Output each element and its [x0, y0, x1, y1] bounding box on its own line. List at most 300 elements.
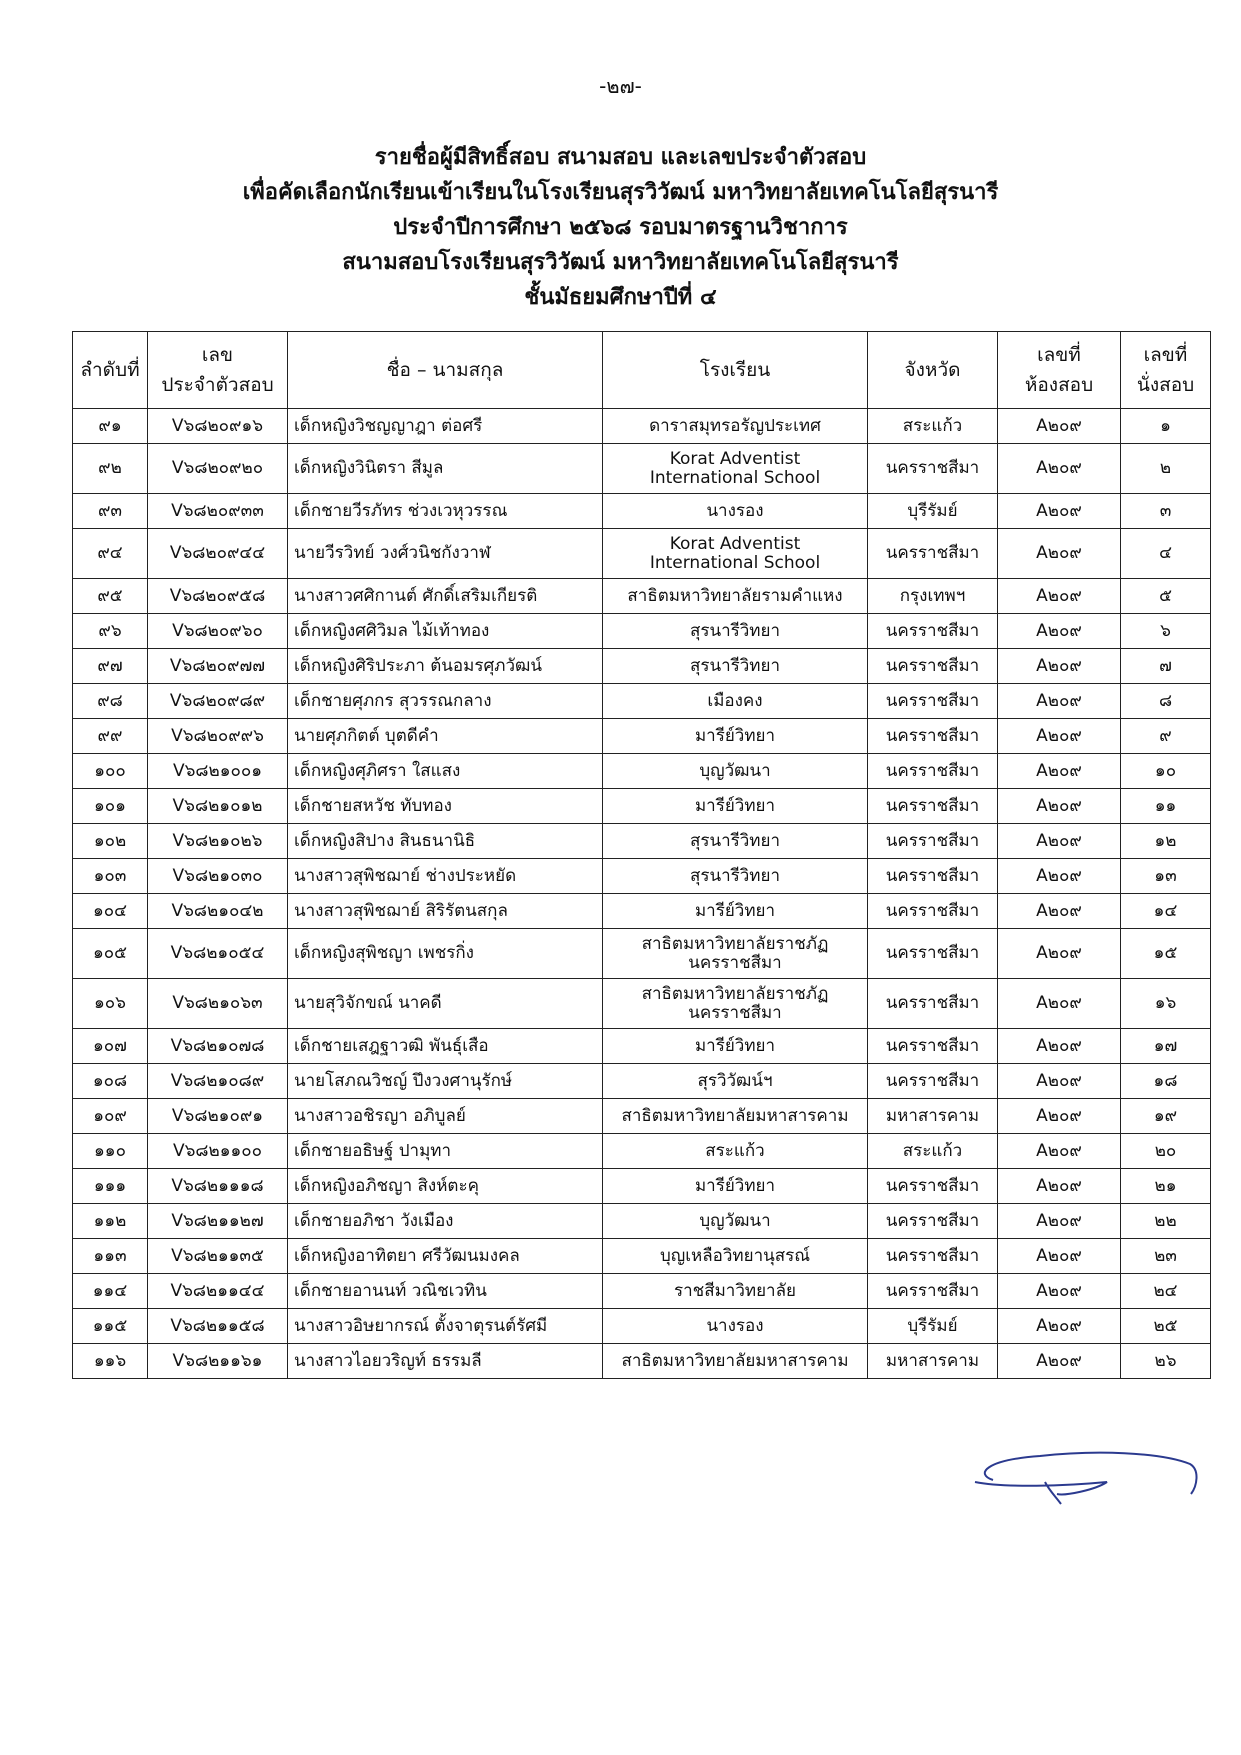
cell-no-text: ๙๙ — [97, 725, 123, 746]
cell-exam-id — [148, 579, 288, 614]
cell-room — [998, 494, 1121, 529]
cell-name — [288, 1169, 603, 1204]
cell-room-text: A๒๐๙ — [1036, 655, 1082, 676]
cell-room-text: A๒๐๙ — [1036, 1105, 1082, 1126]
cell-name — [288, 1064, 603, 1099]
cell-seat — [1121, 894, 1211, 929]
cell-room — [998, 1239, 1121, 1274]
cell-no-text: ๙๗ — [97, 655, 123, 676]
document-titles — [0, 140, 1241, 315]
cell-exam-id-text: V๖๘๒๐๙๑๖ — [171, 415, 264, 436]
cell-no — [73, 979, 148, 1029]
cell-seat — [1121, 824, 1211, 859]
cell-school-text: สุรนารีวิทยา — [689, 655, 781, 676]
cell-seat-text: ๒๕ — [1153, 1315, 1178, 1336]
cell-name-text: นายโสภณวิชญ์ ปึงวงศานุรักษ์ — [294, 1070, 513, 1091]
header-room-line2: ห้องสอบ — [1024, 374, 1094, 396]
cell-seat-text: ๑๑ — [1154, 795, 1177, 816]
table-row — [73, 894, 1211, 929]
cell-exam-id — [148, 494, 288, 529]
cell-no-text: ๙๑ — [98, 415, 122, 436]
cell-exam-id — [148, 719, 288, 754]
cell-school — [603, 859, 868, 894]
cell-exam-id-text: V๖๘๒๐๙๙๖ — [171, 725, 264, 746]
cell-school-text: ดาราสมุทรอรัญประเทศ — [649, 415, 821, 436]
cell-name-text: เด็กหญิงศศิวิมล ไม้เท้าทอง — [294, 620, 490, 641]
cell-province — [868, 1099, 998, 1134]
cell-school — [603, 1309, 868, 1344]
table-row — [73, 1204, 1211, 1239]
cell-seat — [1121, 1309, 1211, 1344]
table-row — [73, 789, 1211, 824]
cell-seat-text: ๑๗ — [1153, 1035, 1178, 1056]
cell-name-text: เด็กชายสหวัช ทับทอง — [294, 795, 452, 816]
cell-no-text: ๙๔ — [97, 543, 123, 563]
cell-exam-id — [148, 614, 288, 649]
cell-name-text: เด็กชายเสฎฐาวฒิ พันธุ์เสือ — [294, 1035, 489, 1056]
cell-province — [868, 929, 998, 979]
cell-exam-id — [148, 684, 288, 719]
cell-no — [73, 1169, 148, 1204]
cell-exam-id-text: V๖๘๒๐๙๘๙ — [169, 690, 266, 711]
cell-name — [288, 979, 603, 1029]
cell-exam-id — [148, 754, 288, 789]
cell-school-text: สาธิตมหาวิทยาลัยมหาสารคาม — [621, 1105, 849, 1126]
cell-province-text: นครราชสีมา — [885, 690, 980, 711]
cell-province — [868, 649, 998, 684]
cell-seat-text: ๒๒ — [1154, 1210, 1177, 1231]
cell-school-text-line2: International School — [649, 467, 821, 488]
cell-no-text: ๑๐๒ — [93, 830, 127, 851]
cell-name-text: เด็กหญิงอาทิตยา ศรีวัฒนมงคล — [294, 1245, 520, 1266]
cell-exam-id — [148, 859, 288, 894]
cell-seat-text: ๒๓ — [1154, 1245, 1177, 1266]
cell-school-text: สาธิตมหาวิทยาลัยราชภัฏ — [641, 983, 829, 1004]
cell-province — [868, 684, 998, 719]
cell-exam-id-text: V๖๘๒๐๙๕๘ — [169, 585, 266, 606]
cell-name — [288, 529, 603, 579]
cell-exam-id-text: V๖๘๒๑๑๔๔ — [170, 1280, 265, 1301]
cell-name — [288, 444, 603, 494]
cell-room-text: A๒๐๙ — [1036, 585, 1082, 606]
cell-room — [998, 1099, 1121, 1134]
cell-seat-text: ๘ — [1158, 690, 1173, 711]
cell-name-text: เด็กชายศุภกร สุวรรณกลาง — [294, 690, 492, 711]
cell-no — [73, 1274, 148, 1309]
cell-name — [288, 789, 603, 824]
cell-exam-id — [148, 1204, 288, 1239]
header-room-line1: เลขที่ — [1037, 344, 1081, 366]
cell-province — [868, 754, 998, 789]
cell-province — [868, 1134, 998, 1169]
cell-seat — [1121, 1099, 1211, 1134]
cell-school — [603, 1029, 868, 1064]
cell-province-text: นครราชสีมา — [885, 1035, 980, 1056]
cell-province-text: กรุงเทพฯ — [899, 585, 966, 606]
cell-no-text: ๑๑๔ — [92, 1280, 128, 1301]
cell-no-text: ๑๐๑ — [94, 795, 126, 816]
cell-seat-text: ๗ — [1159, 655, 1172, 676]
header-seat-line2: นั่งสอบ — [1136, 374, 1195, 396]
cell-exam-id — [148, 1064, 288, 1099]
cell-name — [288, 1274, 603, 1309]
cell-room — [998, 614, 1121, 649]
cell-school-text: บุญวัฒนา — [699, 1210, 771, 1231]
cell-room — [998, 894, 1121, 929]
cell-room-text: A๒๐๙ — [1036, 1035, 1082, 1056]
cell-exam-id — [148, 444, 288, 494]
title-line: ประจำปีการศึกษา ๒๕๖๘ รอบมาตรฐานวิชาการ — [393, 215, 848, 240]
cell-room-text: A๒๐๙ — [1036, 543, 1082, 563]
cell-no — [73, 859, 148, 894]
cell-province-text: นครราชสีมา — [885, 830, 980, 851]
cell-exam-id — [148, 979, 288, 1029]
cell-room — [998, 1274, 1121, 1309]
cell-name-text: เด็กหญิงวินิตรา สีมูล — [294, 458, 444, 478]
cell-province — [868, 409, 998, 444]
cell-school — [603, 579, 868, 614]
table-header-row — [73, 332, 1211, 409]
cell-province — [868, 859, 998, 894]
cell-name-text: นายวีรวิทย์ วงศ์วนิชกังวาฬ — [294, 543, 491, 563]
cell-room-text: A๒๐๙ — [1036, 500, 1082, 521]
cell-no — [73, 754, 148, 789]
cell-room — [998, 1134, 1121, 1169]
cell-name-text: นางสาวสุพิชฌาย์ ช่างประหยัด — [294, 865, 517, 886]
cell-seat — [1121, 1064, 1211, 1099]
cell-school — [603, 754, 868, 789]
cell-school-text: สุรวิวัฒน์ฯ — [697, 1070, 773, 1091]
cell-no — [73, 894, 148, 929]
cell-no — [73, 444, 148, 494]
cell-name-text: นายสุวิจักขณ์ นาคดี — [294, 993, 442, 1013]
cell-province — [868, 789, 998, 824]
cell-no — [73, 529, 148, 579]
cell-no-text: ๑๐๘ — [92, 1070, 128, 1091]
cell-province — [868, 824, 998, 859]
cell-no — [73, 1064, 148, 1099]
cell-seat-text: ๒ — [1159, 458, 1172, 478]
cell-exam-id-text: V๖๘๒๑๐๓๐ — [172, 865, 263, 886]
table-row — [73, 979, 1211, 1029]
cell-province-text: นครราชสีมา — [885, 1280, 980, 1301]
cell-school — [603, 614, 868, 649]
cell-seat-text: ๑๙ — [1153, 1105, 1178, 1126]
title-line: ชั้นมัธยมศึกษาปีที่ ๔ — [524, 285, 717, 310]
cell-province-text: นครราชสีมา — [885, 900, 980, 921]
cell-exam-id — [148, 1029, 288, 1064]
cell-school-text: สาธิตมหาวิทยาลัยราชภัฏ — [641, 933, 829, 954]
cell-seat-text: ๙ — [1159, 725, 1172, 746]
cell-room-text: A๒๐๙ — [1036, 865, 1082, 886]
cell-exam-id-text: V๖๘๒๑๑๐๐ — [172, 1140, 263, 1161]
cell-province — [868, 719, 998, 754]
cell-no-text: ๑๑๑ — [93, 1175, 127, 1196]
table-row — [73, 1169, 1211, 1204]
cell-no-text: ๙๕ — [97, 585, 123, 606]
cell-school — [603, 1099, 868, 1134]
cell-school-text-line2: นครราชสีมา — [688, 1002, 782, 1023]
cell-no — [73, 614, 148, 649]
cell-no — [73, 649, 148, 684]
cell-seat — [1121, 754, 1211, 789]
cell-school — [603, 1204, 868, 1239]
cell-room — [998, 684, 1121, 719]
cell-seat-text: ๑๔ — [1153, 900, 1178, 921]
cell-school — [603, 789, 868, 824]
cell-school — [603, 1064, 868, 1099]
cell-room-text: A๒๐๙ — [1036, 1245, 1082, 1266]
cell-name — [288, 1344, 603, 1379]
cell-exam-id-text: V๖๘๒๑๐๑๒ — [172, 795, 263, 816]
cell-province-text: นครราชสีมา — [885, 993, 980, 1013]
header-exam-id-line1: เลข — [201, 344, 234, 366]
cell-no-text: ๙๘ — [97, 690, 123, 711]
cell-name-text: นางสาวอิษยากรณ์ ตั้งจาตุรนต์รัศมี — [294, 1315, 548, 1336]
table-row — [73, 824, 1211, 859]
table-row — [73, 529, 1211, 579]
cell-seat-text: ๑๒ — [1154, 830, 1177, 851]
cell-room — [998, 1029, 1121, 1064]
cell-seat-text: ๒๖ — [1154, 1350, 1177, 1371]
cell-seat-text: ๖ — [1160, 620, 1171, 641]
cell-school-text: นางรอง — [706, 1315, 764, 1336]
cell-seat — [1121, 684, 1211, 719]
cell-exam-id — [148, 649, 288, 684]
cell-exam-id — [148, 929, 288, 979]
cell-no — [73, 789, 148, 824]
table-row — [73, 1029, 1211, 1064]
cell-school-text: สุรนารีวิทยา — [689, 830, 781, 851]
header-province — [868, 332, 998, 409]
header-exam-id-line2: ประจำตัวสอบ — [161, 374, 274, 396]
cell-school — [603, 719, 868, 754]
cell-school — [603, 409, 868, 444]
cell-seat — [1121, 1029, 1211, 1064]
cell-exam-id — [148, 1309, 288, 1344]
cell-school — [603, 1274, 868, 1309]
cell-exam-id — [148, 1134, 288, 1169]
cell-seat — [1121, 1169, 1211, 1204]
cell-no — [73, 684, 148, 719]
cell-name — [288, 614, 603, 649]
header-no-label: ลำดับที่ — [80, 359, 140, 381]
cell-province — [868, 579, 998, 614]
cell-name — [288, 684, 603, 719]
cell-no — [73, 824, 148, 859]
cell-no-text: ๑๑๕ — [92, 1315, 128, 1336]
cell-seat-text: ๕ — [1159, 585, 1172, 606]
cell-no-text: ๑๐๖ — [94, 993, 126, 1013]
cell-province-text: นครราชสีมา — [885, 620, 980, 641]
cell-exam-id-text: V๖๘๒๐๙๖๐ — [172, 620, 263, 641]
cell-school-text: สุรนารีวิทยา — [689, 620, 781, 641]
cell-name — [288, 859, 603, 894]
cell-seat — [1121, 409, 1211, 444]
cell-no — [73, 719, 148, 754]
cell-province — [868, 444, 998, 494]
cell-name — [288, 494, 603, 529]
cell-province-text: สระแก้ว — [902, 415, 963, 436]
cell-room-text: A๒๐๙ — [1036, 1350, 1082, 1371]
header-province-label: จังหวัด — [904, 359, 961, 381]
cell-province — [868, 494, 998, 529]
candidate-table — [72, 331, 1211, 1379]
cell-province — [868, 1274, 998, 1309]
page-number: -๒๗- — [599, 74, 642, 98]
table-row — [73, 1099, 1211, 1134]
cell-exam-id-text: V๖๘๒๑๐๕๔ — [170, 943, 265, 963]
cell-no-text: ๑๐๓ — [93, 865, 127, 886]
cell-room — [998, 824, 1121, 859]
cell-no — [73, 1204, 148, 1239]
cell-province-text: นครราชสีมา — [885, 1210, 980, 1231]
cell-seat — [1121, 719, 1211, 754]
cell-seat — [1121, 444, 1211, 494]
cell-exam-id-text: V๖๘๒๑๐๙๑ — [171, 1105, 264, 1126]
cell-name — [288, 754, 603, 789]
table-row — [73, 1344, 1211, 1379]
cell-school-text: Korat Adventist — [669, 533, 801, 554]
cell-no-text: ๙๒ — [98, 458, 122, 478]
cell-exam-id-text: V๖๘๒๐๙๒๐ — [171, 458, 264, 478]
cell-school-text: สาธิตมหาวิทยาลัยมหาสารคาม — [621, 1350, 849, 1371]
cell-school-text: สระแก้ว — [705, 1140, 765, 1161]
header-no — [73, 332, 148, 409]
cell-name-text: เด็กชายอานนท์ วณิชเวทิน — [294, 1280, 487, 1301]
cell-seat-text: ๒๑ — [1154, 1175, 1177, 1196]
cell-province-text: นครราชสีมา — [885, 543, 980, 563]
cell-exam-id — [148, 1099, 288, 1134]
cell-seat-text: ๑๖ — [1154, 993, 1177, 1013]
signature-mark — [945, 1438, 1205, 1518]
cell-no — [73, 579, 148, 614]
cell-room — [998, 409, 1121, 444]
cell-province-text: บุรีรัมย์ — [907, 500, 958, 521]
cell-school-text: มารีย์วิทยา — [694, 725, 776, 746]
cell-school-text: Korat Adventist — [669, 448, 801, 469]
cell-exam-id — [148, 1344, 288, 1379]
cell-province-text: นครราชสีมา — [885, 943, 980, 963]
cell-seat-text: ๑ — [1160, 415, 1171, 436]
cell-exam-id-text: V๖๘๒๑๐๐๑ — [172, 760, 263, 781]
cell-room-text: A๒๐๙ — [1036, 725, 1082, 746]
cell-school-text: สาธิตมหาวิทยาลัยรามคำแหง — [627, 585, 843, 606]
cell-school — [603, 1344, 868, 1379]
table-row — [73, 649, 1211, 684]
cell-exam-id — [148, 789, 288, 824]
cell-name — [288, 719, 603, 754]
cell-school-text: ราชสีมาวิทยาลัย — [674, 1280, 796, 1301]
cell-school-text: บุญวัฒนา — [699, 760, 771, 781]
cell-seat — [1121, 1344, 1211, 1379]
cell-seat — [1121, 1274, 1211, 1309]
cell-no-text: ๑๐๔ — [92, 900, 128, 921]
cell-name — [288, 1204, 603, 1239]
cell-school-text: มารีย์วิทยา — [694, 900, 776, 921]
cell-name-text: เด็กหญิงอภิชญา สิงห์ตะคุ — [294, 1175, 479, 1196]
cell-exam-id-text: V๖๘๒๑๑๕๘ — [170, 1315, 265, 1336]
cell-exam-id — [148, 1169, 288, 1204]
table-row — [73, 684, 1211, 719]
table-body — [73, 409, 1211, 1379]
cell-name — [288, 649, 603, 684]
cell-school — [603, 649, 868, 684]
cell-no-text: ๑๐๐ — [94, 760, 126, 781]
cell-seat — [1121, 789, 1211, 824]
cell-province-text: นครราชสีมา — [885, 1245, 980, 1266]
header-seat — [1121, 332, 1211, 409]
table-row — [73, 579, 1211, 614]
cell-exam-id-text: V๖๘๒๐๙๔๔ — [169, 543, 266, 563]
cell-school-text: บุญเหลือวิทยานุสรณ์ — [659, 1245, 811, 1266]
cell-school — [603, 929, 868, 979]
cell-seat-text: ๑๕ — [1153, 943, 1178, 963]
cell-name-text: นางสาวศศิกานต์ ศักดิ์เสริมเกียรติ — [294, 585, 538, 606]
cell-name — [288, 409, 603, 444]
cell-name — [288, 1309, 603, 1344]
cell-no — [73, 1099, 148, 1134]
cell-exam-id-text: V๖๘๒๐๙๓๓ — [171, 500, 264, 521]
cell-no — [73, 409, 148, 444]
cell-seat-text: ๒๔ — [1153, 1280, 1178, 1301]
cell-province — [868, 1204, 998, 1239]
cell-name-text: นางสาวอชิรญา อภิบูลย์ — [294, 1105, 466, 1126]
cell-room — [998, 529, 1121, 579]
cell-room-text: A๒๐๙ — [1036, 993, 1082, 1013]
cell-school-text: มารีย์วิทยา — [694, 795, 776, 816]
header-school — [603, 332, 868, 409]
table-row — [73, 1134, 1211, 1169]
cell-province — [868, 1064, 998, 1099]
cell-school — [603, 529, 868, 579]
cell-no — [73, 1134, 148, 1169]
cell-seat — [1121, 1239, 1211, 1274]
cell-school — [603, 824, 868, 859]
cell-room — [998, 719, 1121, 754]
cell-school — [603, 894, 868, 929]
title-line: สนามสอบโรงเรียนสุรวิวัฒน์ มหาวิทยาลัยเทคโนโลยีสุรนารี — [342, 250, 899, 275]
cell-seat — [1121, 494, 1211, 529]
cell-province-text: บุรีรัมย์ — [907, 1315, 958, 1336]
cell-name-text: เด็กหญิงวิชญญาฎา ต่อศรี — [294, 415, 483, 436]
cell-school-text: เมืองคง — [707, 690, 763, 711]
cell-room-text: A๒๐๙ — [1036, 900, 1082, 921]
table-row — [73, 409, 1211, 444]
title-line: รายชื่อผู้มีสิทธิ์สอบ สนามสอบ และเลขประจำตัวสอบ — [374, 145, 867, 170]
cell-province-text: สระแก้ว — [902, 1140, 963, 1161]
cell-province-text: มหาสารคาม — [885, 1350, 980, 1371]
cell-room — [998, 789, 1121, 824]
cell-no — [73, 494, 148, 529]
cell-room — [998, 929, 1121, 979]
cell-school — [603, 494, 868, 529]
title-line: เพื่อคัดเลือกนักเรียนเข้าเรียนในโรงเรียนสุรวิวัฒน์ มหาวิทยาลัยเทคโนโลยีสุรนารี — [242, 180, 999, 205]
cell-exam-id — [148, 894, 288, 929]
cell-exam-id-text: V๖๘๒๑๑๑๘ — [171, 1175, 264, 1196]
cell-room — [998, 859, 1121, 894]
cell-no-text: ๑๐๕ — [92, 943, 128, 963]
cell-name-text: เด็กชายอภิชา วังเมือง — [294, 1210, 454, 1231]
table-row — [73, 1239, 1211, 1274]
header-room — [998, 332, 1121, 409]
cell-room-text: A๒๐๙ — [1036, 830, 1082, 851]
cell-seat-text: ๑๘ — [1153, 1070, 1178, 1091]
cell-name-text: เด็กหญิงสุพิชญา เพชรกิ่ง — [294, 943, 474, 963]
header-exam-id — [148, 332, 288, 409]
cell-name-text: นางสาวสุพิชฌาย์ สิริรัตนสกุล — [294, 900, 508, 921]
cell-seat-text: ๑๓ — [1154, 865, 1177, 886]
